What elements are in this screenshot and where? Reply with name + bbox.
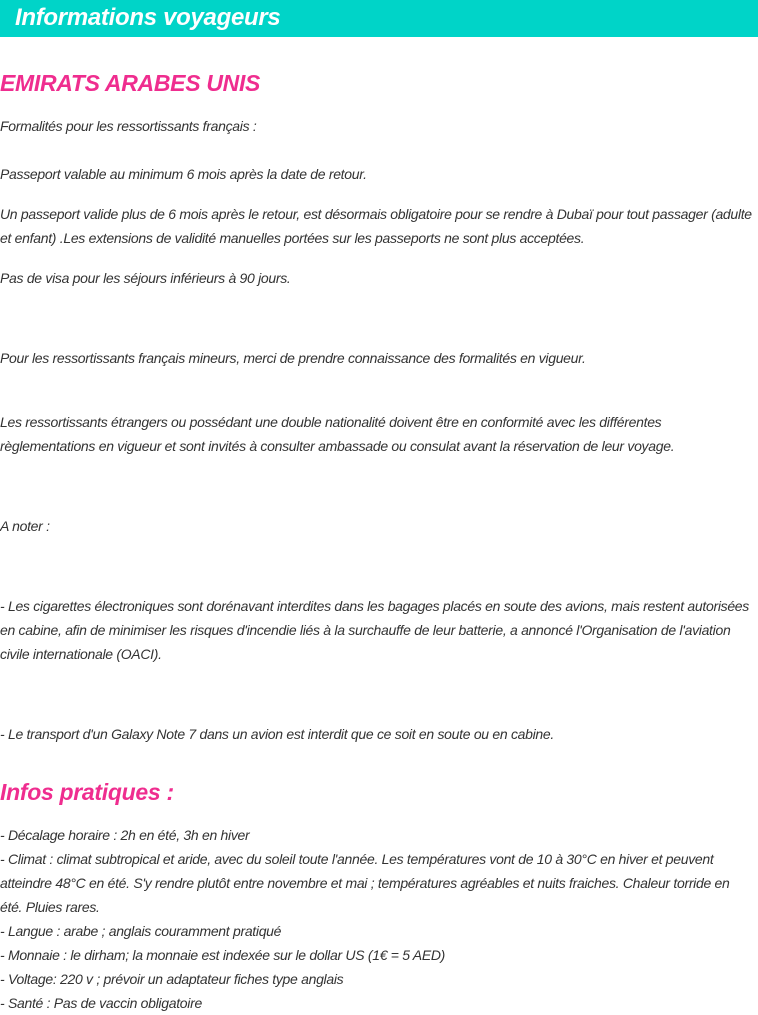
mineurs-info: Pour les ressortissants français mineurs, merci de prendre connaissance des formalités en vigueur. xyxy=(0,350,586,366)
infos-pratiques-title: Infos pratiques : xyxy=(0,779,174,805)
passeport-validite: Passeport valable au minimum 6 mois après la date de retour. xyxy=(0,166,367,182)
header-bar xyxy=(0,0,758,37)
visa-info: Pas de visa pour les séjours inférieurs à 90 jours. xyxy=(0,270,291,286)
list-item-climat: - Climat : climat subtropical et aride, avec du soleil toute l'année. Les températures vont de 10 à 30°C en hiver et peuvent atteindre 48°C en été. S'y rendre plutôt entre novembre et mai ; températures agréables et nuits fraiches. Chaleur torride en été. Pluies rares. xyxy=(0,851,730,915)
passeport-obligatoire: Un passeport valide plus de 6 mois après le retour, est désormais obligatoire pour se rendre à Dubaï pour tout passager (adulte et enfant) .Les extensions de validité manuelles portées sur les passeports ne sont plus acceptées. xyxy=(0,206,752,246)
etrangers-info: Les ressortissants étrangers ou possédant une double nationalité doivent être en conformité avec les différentes règlementations en vigueur et sont invités à consulter ambassade ou consulat avant la réservation de leur voyage. xyxy=(0,414,675,454)
list-item-langue: - Langue : arabe ; anglais couramment pratiqué xyxy=(0,923,282,939)
galaxy-info: - Le transport d'un Galaxy Note 7 dans un avion est interdit que ce soit en soute ou en cabine. xyxy=(0,726,554,742)
list-item-sante: - Santé : Pas de vaccin obligatoire xyxy=(0,995,202,1011)
page-title: Informations voyageurs xyxy=(15,4,281,31)
country-title: EMIRATS ARABES UNIS xyxy=(0,70,261,96)
list-item-monnaie: - Monnaie : le dirham; la monnaie est indexée sur le dollar US (1€ = 5 AED) xyxy=(0,947,446,963)
a-noter-label: A noter : xyxy=(0,518,50,534)
list-item-decalage: - Décalage horaire : 2h en été, 3h en hiver xyxy=(0,827,250,843)
list-item-voltage: - Voltage: 220 v ; prévoir un adaptateur fiches type anglais xyxy=(0,971,344,987)
formalites-intro: Formalités pour les ressortissants français : xyxy=(0,118,257,134)
infos-pratiques-list xyxy=(0,823,752,1015)
cigarettes-info: - Les cigarettes électroniques sont dorénavant interdites dans les bagages placés en soute des avions, mais restent autorisées en cabine, afin de minimiser les risques d'incendie liés à la surchauffe de leur batterie, a annoncé l'Organisation de l'aviation civile internationale (OACI). xyxy=(0,598,749,662)
